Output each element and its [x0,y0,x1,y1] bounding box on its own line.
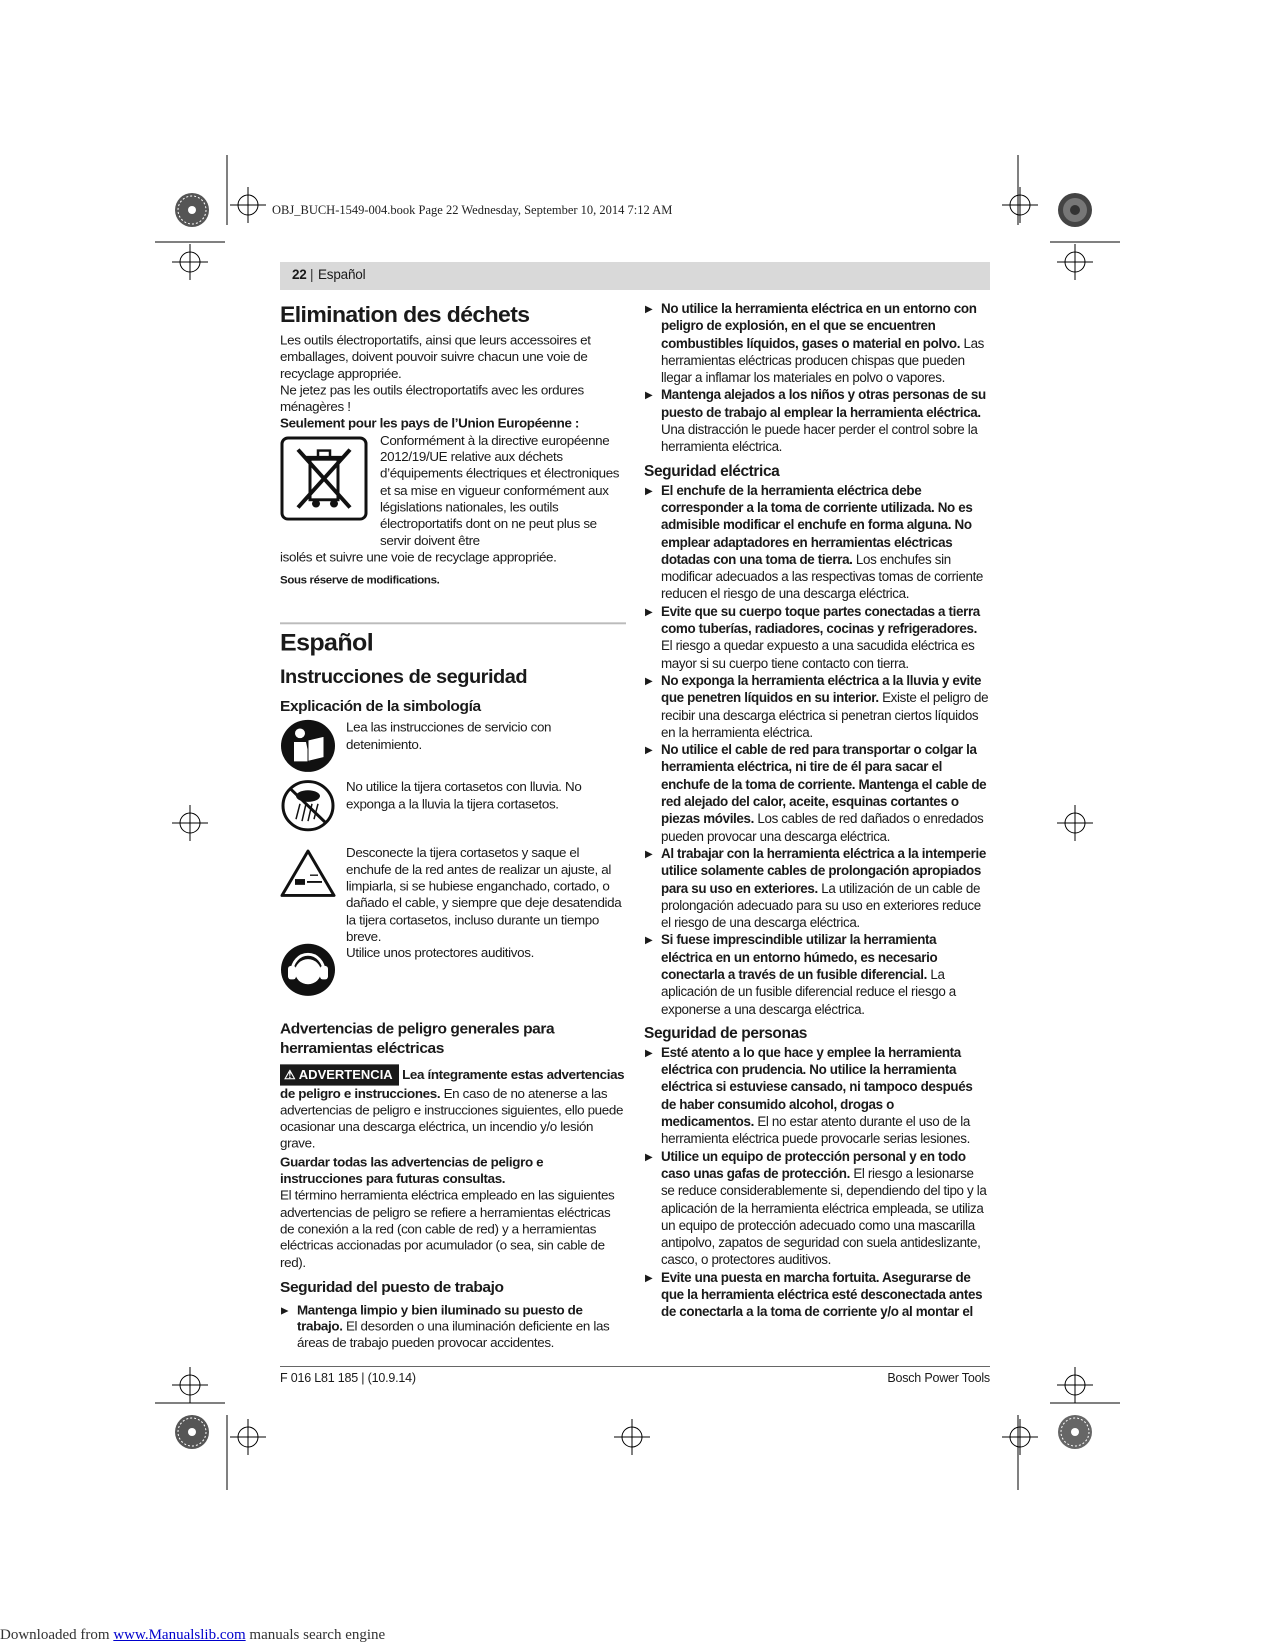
footer-brand: Bosch Power Tools [887,1371,990,1385]
list-item: ▶ El enchufe de la herramienta eléctrica debe corresponder a la toma de corriente utilizada. No es admisible modificar el enchufe en forma alguna. No emplear adaptadores en herramientas eléctricas dotadas con una toma de tierra. Los enchufes sin modificar adecuados a las respectivas tomas de corriente reducen el riesgo de una descarga eléctrica. [644,482,990,603]
language-title: Español [280,629,374,657]
symbology-title: Explicación de la simbología [280,699,481,716]
list-item: ▶ Utilice un equipo de protección personal y en todo caso unas gafas de protección. El riesgo a lesionarse se reduce considerablemente si, dependiendo del tipo y la aplicación de la herramienta eléctrica empleada, se utiliza un equipo de protección adecuado como una mascarilla antipolvo, zapatos de seguridad con suela antideslizante, casco, o protectores auditivos. [644,1148,990,1269]
target-right-mid [1057,805,1093,841]
target-left-lower [172,1367,208,1403]
personal-safety-title: Seguridad de personas [644,1024,808,1042]
page-number: 22 [292,267,307,282]
target-right-lower [1057,1367,1093,1403]
list-item: ▶ Evite una puesta en marcha fortuita. Asegurarse de que la herramienta eléctrica esté desconectada antes de conectarla a la toma de corriente y/o al montar el [644,1269,990,1321]
eu-text: Conformément à la directive européenne 2012/19/UE relative aux déchets d’équipements électriques et électroniques et sa mise en vigueur conformément aux législations nationales, les outils électroportatifs dont on ne peut plus se servir doivent être [380,432,620,548]
reserve-note: Sous réserve de modifications. [280,575,440,587]
target-top-right [1002,187,1038,223]
weee-bin-icon [280,436,368,521]
right-column [644,300,990,1321]
left-column [280,300,626,1352]
warning-badge: ⚠ ADVERTENCIA [280,1065,399,1086]
target-bottom-left [230,1419,266,1455]
list-item: ▶ Mantenga limpio y bien iluminado su puesto de trabajo. El desorden o una iluminación deficiente en las áreas de trabajo pueden provocar accidentes. [280,1302,626,1352]
list-item: ▶ Mantenga alejados a los niños y otras personas de su puesto de trabajo al emplear la herramienta eléctrica. Una distracción le puede hacer perder el control sobre la herramienta eléctrica. [644,386,990,455]
footer-rule [280,1366,990,1367]
safety-title: Instrucciones de seguridad [280,667,528,689]
general-warnings-title: Advertencias de peligro generales para herramientas eléctricas [280,1021,555,1057]
target-top-left [230,187,266,223]
target-right-upper [1057,244,1093,280]
elimination-title: Elimination des déchets [280,301,530,328]
electrical-safety-title: Seguridad eléctrica [644,462,780,480]
target-bottom-right [1002,1419,1038,1455]
warning-block: ⚠ ADVERTENCIA Lea íntegramente estas advertencias de peligro e instrucciones. En caso de no atenerse a las advertencias de peligro e instrucciones siguientes, ello puede ocasionar una descarga eléctrica, un incendio y/o lesión grave. [280,1065,626,1152]
no-rain-icon [280,779,336,833]
target-left-upper [172,244,208,280]
manualslib-link[interactable]: www.Manualslib.com [113,1627,246,1643]
eu-heading: Seulement pour les pays de l’Union Européenne : [280,416,580,431]
elimination-paragraph: Les outils électroportatifs, ainsi que leurs accessoires et emballages, doivent pouvoir suivre chacun une voie de recyclage appropriée. [280,332,591,381]
target-bottom-center [614,1419,650,1455]
starburst-bottom-left [175,1415,209,1449]
keep-instructions: Guardar todas las advertencias de peligro e instrucciones para futuras consultas. [280,1154,544,1186]
target-left-mid [172,805,208,841]
list-item: ▶ No exponga la herramienta eléctrica a la lluvia y evite que penetren líquidos en su interior. Existe el peligro de recibir una descarga eléctrica si penetran ciertos líquidos en la herramienta eléctrica. [644,672,990,741]
symbol-2-text: No utilice la tijera cortasetos con lluvia. No exponga a la lluvia la tijera cortasetos. [346,780,582,812]
section-name: Español [318,267,366,282]
symbol-3-text: Desconecte la tijera cortasetos y saque el enchufe de la red antes de realizar un ajuste, al limpiarla, si se hubiese enganchado, cortado, o dañado el cable, y siempre que deje desatendida la tijera cortasetos, incluso durante un tiempo breve. [346,845,622,944]
running-head: 22 | Español [280,262,990,290]
ear-protection-icon [280,943,336,997]
list-item: ▶ Si fuese imprescindible utilizar la herramienta eléctrica en un entorno húmedo, es necesario conectarla a través de un fusible diferencial. La aplicación de un fusible diferencial reduce el riesgo a exponerse a una descarga eléctrica. [644,931,990,1017]
list-item: ▶ Esté atento a lo que hace y emplee la herramienta eléctrica con prudencia. No utilice la herramienta eléctrica si estuviese cansado, ni tampoco después de haber consumido alcohol, drogas o medicamentos. El no estar atento durante el uso de la herramienta eléctrica puede provocarle serias lesiones. [644,1044,990,1148]
eu-text-tail: isolés et suivre une voie de recyclage appropriée. [280,549,557,565]
term-definition: El término herramienta eléctrica empleado en las siguientes advertencias de peligro se refiere a herramientas eléctricas de conexión a la red (con cable de red) y a herramientas eléctricas accionadas por acumulador (o sea, sin cable de red). [280,1188,615,1270]
unplug-warning-icon [280,849,336,899]
section-rule [280,623,626,625]
list-item: ▶ Evite que su cuerpo toque partes conectadas a tierra como tuberías, radiadores, cocinas y refrigeradores. El riesgo a quedar expuesto a una sacudida eléctrica es mayor si su cuerpo tiene contacto con tierra. [644,603,990,672]
read-manual-icon [280,719,336,773]
symbol-1-text: Lea las instrucciones de servicio con detenimiento. [346,720,552,752]
list-item: ▶ Al trabajar con la herramienta eléctrica a la intemperie utilice solamente cables de prolongación apropiados para su uso en exteriores. La utilización de un cable de prolongación adecuado para su uso en exteriores reduce el riesgo de una descarga eléctrica. [644,845,990,931]
symbol-4-text: Utilice unos protectores auditivos. [346,945,534,961]
elimination-paragraph-2: Ne jetez pas les outils électroportatifs avec les ordures ménagères ! [280,382,584,415]
starburst-top-left [175,193,209,227]
book-header: OBJ_BUCH-1549-004.book Page 22 Wednesday, September 10, 2014 7:12 AM [272,203,673,217]
download-note: Downloaded from www.Manualslib.com manuals search engine [0,1627,386,1643]
starburst-bottom-right [1058,1415,1092,1449]
list-item: ▶ No utilice el cable de red para transportar o colgar la herramienta eléctrica, ni tire de él para sacar el enchufe de la toma de corriente. Mantenga el cable de red alejado del calor, aceite, esquinas cortantes o piezas móviles. Los cables de red dañados o enredados pueden provocar una descarga eléctrica. [644,741,990,845]
starburst-top-right [1058,193,1092,227]
list-item: ▶ No utilice la herramienta eléctrica en un entorno con peligro de explosión, en el que se encuentren combustibles líquidos, gases o material en polvo. Las herramientas eléctricas producen chispas que pueden llegar a inflamar los materiales en polvo o vapores. [644,300,990,386]
workplace-title: Seguridad del puesto de trabajo [280,1279,504,1296]
footer-doc-code: F 016 L81 185 | (10.9.14) [280,1371,416,1385]
